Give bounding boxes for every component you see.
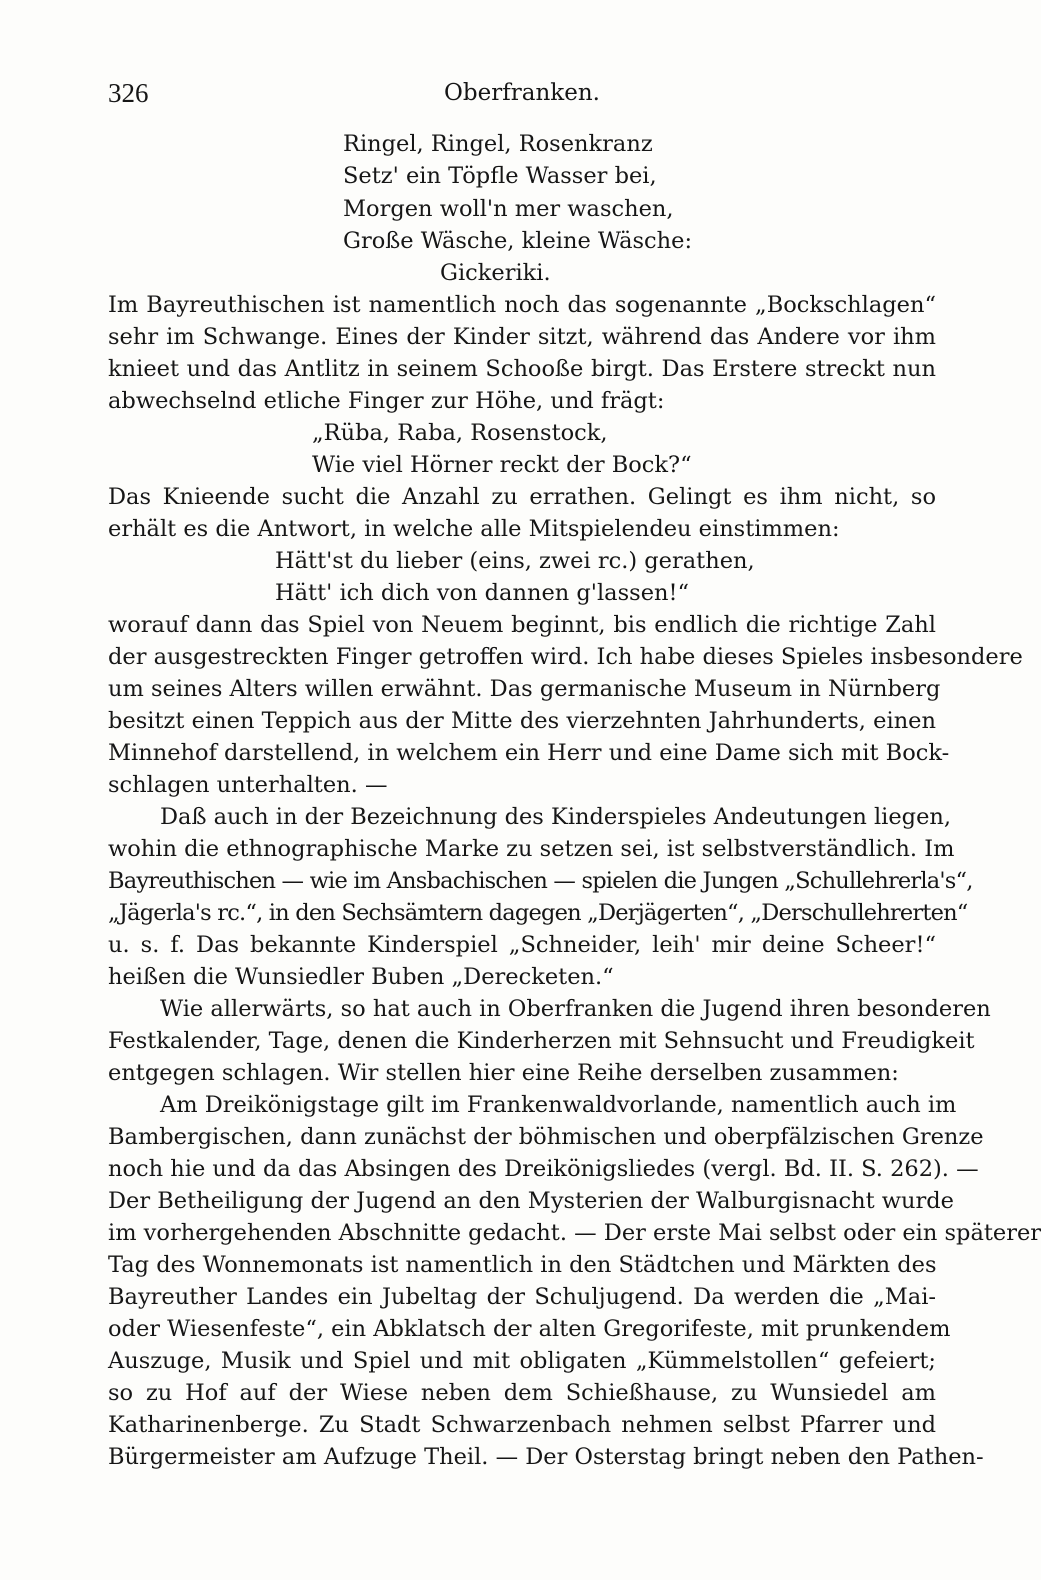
text-line: sehr im Schwange. Eines der Kinder sitzt, während das Andere vor ihm xyxy=(108,324,936,350)
running-head: Oberfranken. xyxy=(444,80,600,106)
text-line: Das Knieende sucht die Anzahl zu errathen. Gelingt es ihm nicht, so xyxy=(108,484,936,510)
text-line: entgegen schlagen. Wir stellen hier eine Reihe derselben zusammen: xyxy=(108,1060,899,1086)
text-line: u. s. f. Das bekannte Kinderspiel „Schneider, leih' mir deine Scheer!“ xyxy=(108,932,936,958)
paragraph-start-line: Daß auch in der Bezeichnung des Kinderspieles Andeutungen liegen, xyxy=(160,804,952,830)
verse-line: Hätt' ich dich von dannen g'lassen!“ xyxy=(275,580,690,606)
verse-line: Wie viel Hörner reckt der Bock?“ xyxy=(312,452,692,478)
text-line: Minnehof darstellend, in welchem ein Herr und eine Dame sich mit Bock- xyxy=(108,740,950,766)
text-line: Tag des Wonnemonats ist namentlich in den Städtchen und Märkten des xyxy=(108,1252,937,1278)
verse-line: Morgen woll'n mer waschen, xyxy=(343,196,674,222)
text-line: Katharinenberge. Zu Stadt Schwarzenbach nehmen selbst Pfarrer und xyxy=(108,1412,936,1438)
text-line: schlagen unterhalten. — xyxy=(108,772,388,798)
page-number: 326 xyxy=(108,78,149,108)
text-line: heißen die Wunsiedler Buben „Derecketen.“ xyxy=(108,964,614,990)
text-line: oder Wiesenfeste“, ein Abklatsch der alten Gregorifeste, mit prunkendem xyxy=(108,1316,951,1342)
verse-line: „Rüba, Raba, Rosenstock, xyxy=(312,420,608,446)
text-line: abwechselnd etliche Finger zur Höhe, und frägt: xyxy=(108,388,665,414)
text-line: worauf dann das Spiel von Neuem beginnt, bis endlich die richtige Zahl xyxy=(108,612,936,638)
paragraph-start-line: Am Dreikönigstage gilt im Frankenwaldvorlande, namentlich auch im xyxy=(160,1092,957,1118)
text-line: Bayreuther Landes ein Jubeltag der Schuljugend. Da werden die „Mai- xyxy=(108,1284,936,1310)
text-line: „Jägerla's rc.“, in den Sechsämtern dagegen „Derjägerten“, „Derschullehrerten“ xyxy=(108,900,968,926)
text-line: um seines Alters willen erwähnt. Das germanische Museum in Nürnberg xyxy=(108,676,941,702)
page-header xyxy=(108,78,936,114)
text-line: Auszuge, Musik und Spiel und mit obligaten „Kümmelstollen“ gefeiert; xyxy=(108,1348,936,1374)
paragraph-start-line: Wie allerwärts, so hat auch in Oberfranken die Jugend ihren besonderen xyxy=(160,996,991,1022)
text-line: Bayreuthischen — wie im Ansbachischen — spielen die Jungen „Schullehrerla's“, xyxy=(108,868,973,894)
text-line: Festkalender, Tage, denen die Kinderherzen mit Sehnsucht und Freudigkeit xyxy=(108,1028,975,1054)
text-line: Bambergischen, dann zunächst der böhmischen und oberpfälzischen Grenze xyxy=(108,1124,984,1150)
text-line: knieet und das Antlitz in seinem Schooße birgt. Das Erstere streckt nun xyxy=(108,356,936,382)
text-line: erhält es die Antwort, in welche alle Mitspielendeu einstimmen: xyxy=(108,516,840,542)
verse-line: Ringel, Ringel, Rosenkranz xyxy=(343,131,653,157)
verse-line: Gickeriki. xyxy=(440,260,551,286)
text-line: Im Bayreuthischen ist namentlich noch das sogenannte „Bockschlagen“ xyxy=(108,292,936,318)
text-line: so zu Hof auf der Wiese neben dem Schießhause, zu Wunsiedel am xyxy=(108,1380,936,1406)
text-line: noch hie und da das Absingen des Dreikönigsliedes (vergl. Bd. II. S. 262). — xyxy=(108,1156,979,1182)
text-line: Bürgermeister am Aufzuge Theil. — Der Osterstag bringt neben den Pathen- xyxy=(108,1444,984,1470)
text-line: Der Betheiligung der Jugend an den Mysterien der Walburgisnacht wurde xyxy=(108,1188,954,1214)
verse-line: Setz' ein Töpfle Wasser bei, xyxy=(343,163,657,189)
text-line: wohin die ethnographische Marke zu setzen sei, ist selbstverständlich. Im xyxy=(108,836,955,862)
text-line: besitzt einen Teppich aus der Mitte des vierzehnten Jahrhunderts, einen xyxy=(108,708,936,734)
verse-line: Hätt'st du lieber (eins, zwei rc.) gerathen, xyxy=(275,548,755,574)
verse-line: Große Wäsche, kleine Wäsche: xyxy=(343,228,693,254)
text-line: der ausgestreckten Finger getroffen wird. Ich habe dieses Spieles insbesondere xyxy=(108,644,1023,670)
text-line: im vorhergehenden Abschnitte gedacht. — Der erste Mai selbst oder ein späterer xyxy=(108,1220,1041,1246)
